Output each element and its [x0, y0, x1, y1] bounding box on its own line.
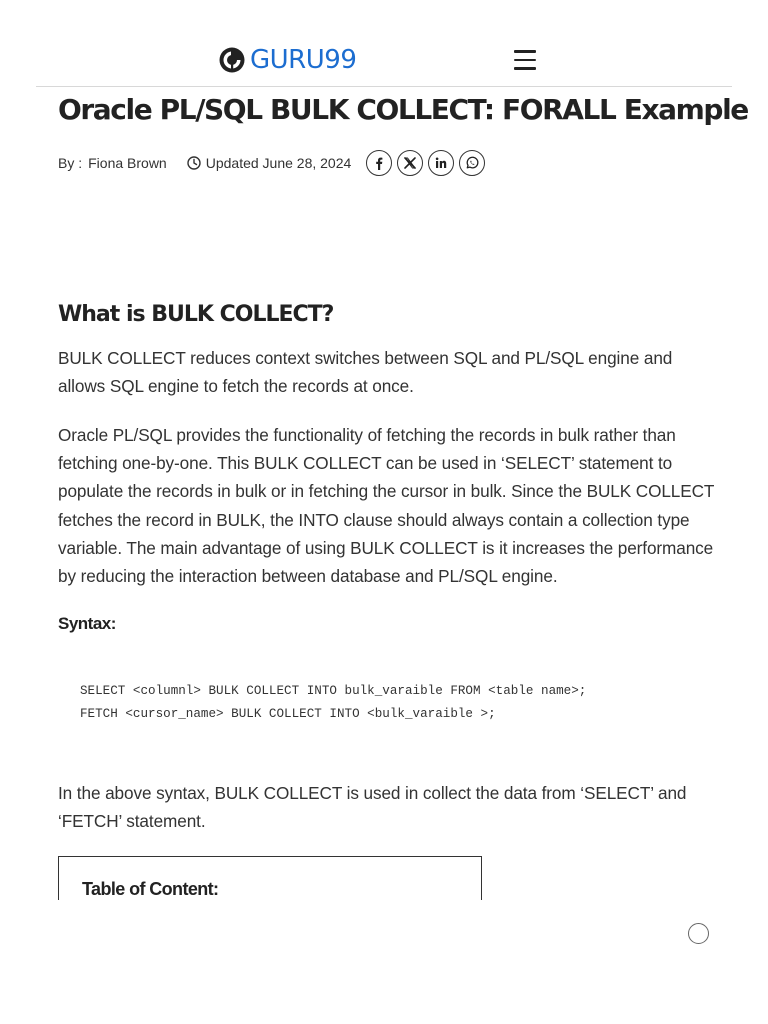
- share-buttons: [366, 150, 485, 176]
- x-twitter-icon: [403, 156, 417, 170]
- menu-bar: [514, 67, 536, 70]
- logo-text: GURU99: [250, 45, 357, 75]
- paragraph-details: Oracle PL/SQL provides the functionality of fetching the records in bulk rather than fetching one-by-one. This BULK COLLECT can be used in ‘SELECT’ statement to populate the records in bulk or in fetching the cursor in bulk. Since the BULK COLLECT fetches the record in BULK, the INTO clause should always contain a collection type variable. The main advantage of using BULK COLLECT is it increases the performance by reducing the interaction between database and PL/SQL engine.: [58, 425, 715, 587]
- article-meta: [58, 147, 485, 179]
- updated-date: [187, 155, 352, 171]
- circle-toggle-button[interactable]: [688, 923, 709, 944]
- guru99-logo[interactable]: [219, 44, 356, 76]
- author-byline: [58, 155, 167, 171]
- syntax-code-block: [80, 680, 586, 726]
- hamburger-menu-icon[interactable]: [514, 48, 542, 72]
- updated-text: Updated June 28, 2024: [205, 155, 352, 171]
- menu-bar: [514, 59, 536, 62]
- syntax-label: Syntax:: [58, 614, 116, 633]
- x-share-button[interactable]: [397, 150, 423, 176]
- facebook-share-button[interactable]: [366, 150, 392, 176]
- section-heading: What is BULK COLLECT?: [58, 302, 334, 327]
- whatsapp-share-button[interactable]: [459, 150, 485, 176]
- paragraph-syntax-explanation: In the above syntax, BULK COLLECT is used in collect the data from ‘SELECT’ and ‘FETCH’ statement.: [58, 783, 687, 832]
- clock-icon: [187, 156, 201, 170]
- by-label: By :: [58, 155, 83, 171]
- menu-bar: [514, 50, 536, 53]
- site-header: [36, 0, 732, 87]
- code-line: FETCH <cursor_name> BULK COLLECT INTO <bulk_varaible >;: [80, 707, 496, 721]
- article-title: Oracle PL/SQL BULK COLLECT: FORALL Example: [58, 93, 748, 126]
- bottom-overlay-panel: [54, 900, 768, 1024]
- linkedin-icon: [434, 156, 448, 170]
- whatsapp-icon: [465, 156, 479, 170]
- toc-title[interactable]: Table of Content:: [82, 879, 219, 899]
- code-line: SELECT <columnl> BULK COLLECT INTO bulk_varaible FROM <table name>;: [80, 684, 587, 698]
- linkedin-share-button[interactable]: [428, 150, 454, 176]
- author-name[interactable]: Fiona Brown: [88, 155, 167, 171]
- guru99-logo-icon: [219, 47, 245, 73]
- paragraph-intro: BULK COLLECT reduces context switches between SQL and PL/SQL engine and allows SQL engine to fetch the records at once.: [58, 348, 673, 397]
- facebook-icon: [372, 156, 386, 170]
